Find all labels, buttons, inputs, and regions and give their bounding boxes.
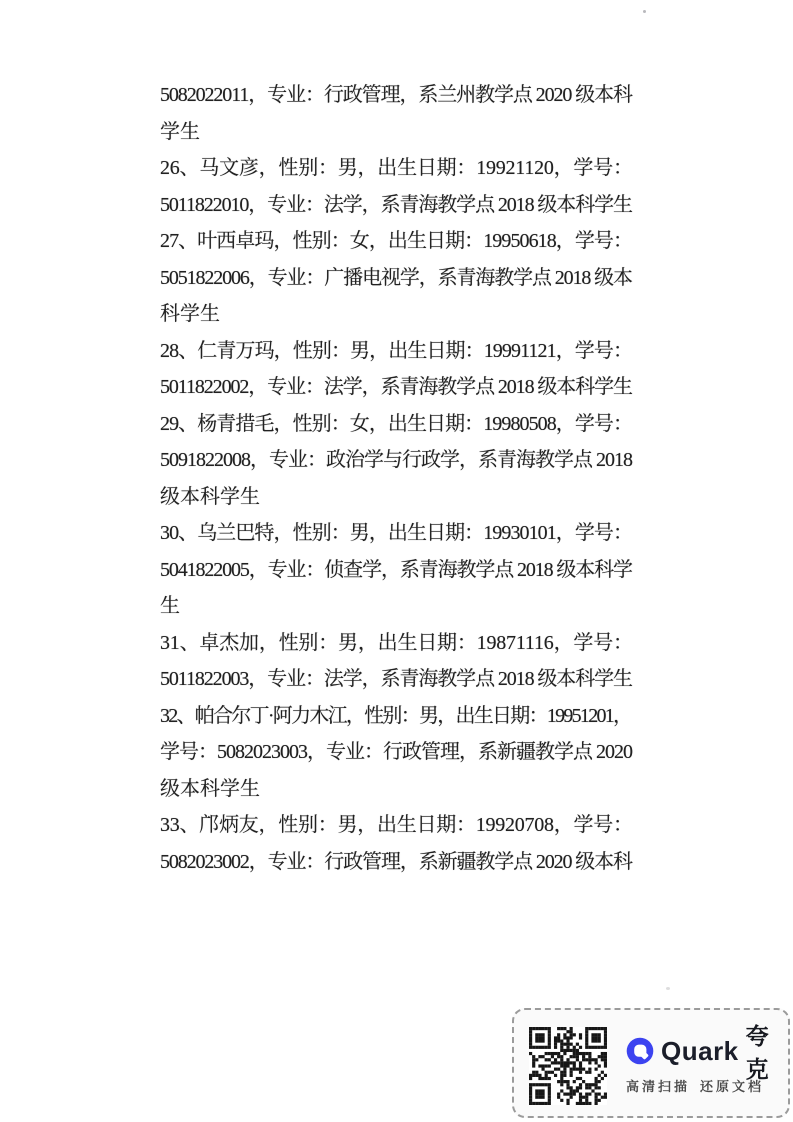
scan-artifact-dot	[666, 987, 670, 990]
quark-brand-cn: 夸克	[745, 1023, 769, 1082]
text-line: 30、乌兰巴特，性别：男，出生日期：19930101，学号：	[160, 522, 633, 544]
text-line: 学号：5082023003，专业：行政管理，系新疆教学点 2020	[160, 741, 632, 763]
text-line: 5082023002，专业：行政管理，系新疆教学点 2020 级本科	[160, 850, 632, 873]
quark-logo-icon	[626, 1037, 654, 1065]
text-line: 29、杨青措毛，性别：女，出生日期：19980508，学号：	[160, 412, 633, 435]
text-line: 32、帕合尔丁·阿力木江，性别：男，出生日期：19951201，	[160, 704, 632, 727]
text-line: 33、邝炳友，性别：男，出生日期：19920708，学号：	[160, 814, 633, 836]
text-line: 28、仁青万玛，性别：男，出生日期：19991121，学号：	[160, 339, 633, 362]
tagline-part-2: 还原文档	[700, 1079, 765, 1094]
text-line: 级本科学生	[160, 485, 260, 508]
text-line: 科学生	[160, 303, 220, 325]
quark-watermark-card	[512, 1008, 790, 1118]
qr-code	[529, 1027, 607, 1105]
quark-brand-latin: Quark	[661, 1035, 739, 1066]
document-text-block	[160, 77, 633, 880]
text-line: 5011822002，专业：法学，系青海教学点 2018 级本科学生	[160, 376, 632, 398]
text-line: 5082022011，专业：行政管理，系兰州教学点 2020 级本科	[160, 84, 632, 106]
text-line: 5011822010，专业：法学，系青海教学点 2018 级本科学生	[160, 193, 632, 216]
quark-logo-row	[626, 1023, 786, 1082]
text-line: 学生	[160, 120, 200, 143]
text-line: 级本科学生	[160, 777, 260, 800]
text-line: 31、卓杰加，性别：男，出生日期：19871116，学号：	[160, 631, 633, 654]
scan-artifact-dot	[643, 10, 646, 13]
watermark-text-block	[626, 1023, 786, 1095]
tagline-part-1: 高清扫描	[626, 1079, 691, 1094]
text-line: 5041822005，专业：侦查学，系青海教学点 2018 级本科学	[160, 558, 632, 581]
text-line: 5091822008，专业：政治学与行政学，系青海教学点 2018	[160, 449, 632, 471]
text-line: 生	[160, 595, 180, 617]
text-line: 26、马文彦，性别：男，出生日期：19921120，学号：	[160, 157, 633, 179]
text-line: 5051822006，专业：广播电视学，系青海教学点 2018 级本	[160, 266, 632, 289]
text-line: 27、叶西卓玛，性别：女，出生日期：19950618，学号：	[160, 230, 633, 252]
watermark-tagline	[626, 1076, 786, 1095]
text-line: 5011822003，专业：法学，系青海教学点 2018 级本科学生	[160, 668, 632, 690]
